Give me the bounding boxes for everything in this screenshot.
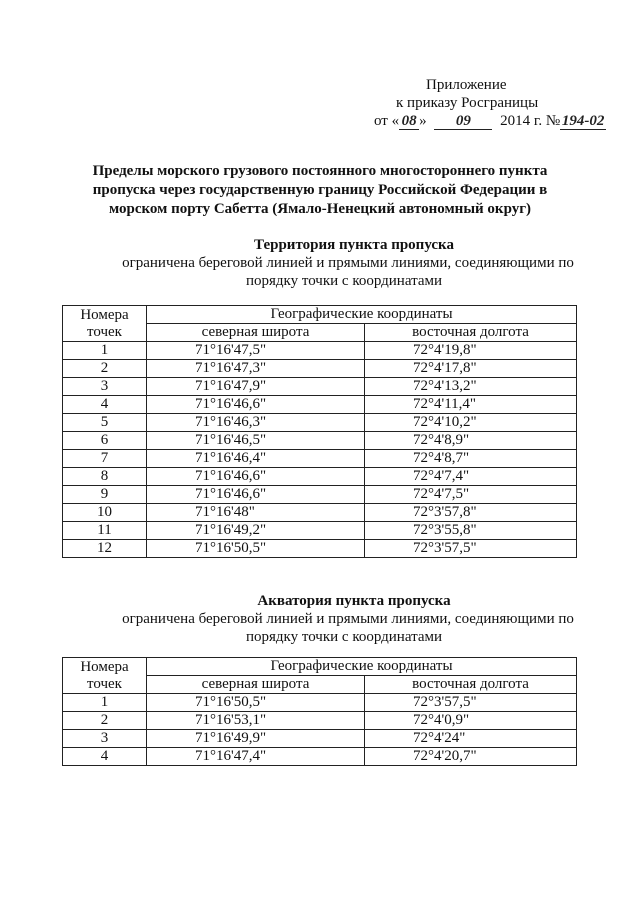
- longitude-cell: 72°4'8,9": [365, 432, 577, 450]
- table-row: [63, 396, 577, 414]
- latitude-cell: 71°16'50,5": [147, 540, 365, 558]
- col-header-points-2: точек: [87, 675, 122, 692]
- table-row: [63, 450, 577, 468]
- latitude-cell: 71°16'47,9": [147, 378, 365, 396]
- col-header-points: [63, 658, 147, 694]
- territory-desc-1: ограничена береговой линией и прямыми линиями, соединяющими по: [122, 255, 574, 271]
- latitude-cell: 71°16'48": [147, 504, 365, 522]
- latitude-cell: 71°16'50,5": [147, 694, 365, 712]
- longitude-cell: 72°4'7,5": [365, 486, 577, 504]
- longitude-cell: 72°4'24": [365, 730, 577, 748]
- aquatory-table: [62, 657, 577, 766]
- col-header-points-2: точек: [87, 323, 122, 340]
- longitude-cell: 72°4'11,4": [365, 396, 577, 414]
- longitude-cell: 72°4'7,4": [365, 468, 577, 486]
- point-number-cell: 1: [63, 342, 147, 360]
- date-prefix: от «: [374, 113, 400, 129]
- col-header-points: [63, 306, 147, 342]
- latitude-cell: 71°16'46,5": [147, 432, 365, 450]
- col-header-points-1: Номера: [80, 658, 129, 675]
- point-number-cell: 4: [63, 748, 147, 766]
- col-header-geo: Географические координаты: [147, 306, 577, 324]
- col-header-points-1: Номера: [80, 306, 129, 323]
- table-row: [63, 360, 577, 378]
- document-title-line-1: Пределы морского грузового постоянного многостороннего пункта: [92, 163, 548, 179]
- point-number-cell: 11: [63, 522, 147, 540]
- date-year: 2014 г. №: [500, 113, 561, 129]
- latitude-cell: 71°16'46,6": [147, 468, 365, 486]
- territory-desc-2: порядку точки с координатами: [245, 273, 443, 289]
- col-header-geo: Географические координаты: [147, 658, 577, 676]
- point-number-cell: 12: [63, 540, 147, 558]
- latitude-cell: 71°16'47,5": [147, 342, 365, 360]
- table-row: [63, 694, 577, 712]
- territory-table: [62, 305, 577, 558]
- table-row: [63, 378, 577, 396]
- latitude-cell: 71°16'49,2": [147, 522, 365, 540]
- longitude-cell: 72°4'20,7": [365, 748, 577, 766]
- point-number-cell: 8: [63, 468, 147, 486]
- document-title-line-3: морском порту Сабетта (Ямало-Ненецкий автономный округ): [108, 201, 532, 217]
- table-row: [63, 730, 577, 748]
- longitude-cell: 72°4'8,7": [365, 450, 577, 468]
- date-quote: »: [419, 113, 427, 129]
- table-row: [63, 504, 577, 522]
- point-number-cell: 7: [63, 450, 147, 468]
- point-number-cell: 9: [63, 486, 147, 504]
- longitude-cell: 72°4'19,8": [365, 342, 577, 360]
- latitude-cell: 71°16'46,4": [147, 450, 365, 468]
- table-header-row: [63, 306, 577, 324]
- order-number: 194-02: [561, 113, 605, 129]
- col-header-lon: восточная долгота: [365, 676, 577, 694]
- longitude-cell: 72°3'57,5": [365, 694, 577, 712]
- longitude-cell: 72°3'57,8": [365, 504, 577, 522]
- latitude-cell: 71°16'49,9": [147, 730, 365, 748]
- longitude-cell: 72°3'57,5": [365, 540, 577, 558]
- latitude-cell: 71°16'47,3": [147, 360, 365, 378]
- territory-table-body: [63, 342, 577, 558]
- longitude-cell: 72°4'10,2": [365, 414, 577, 432]
- document-title-line-2: пропуска через государственную границу Российской Федерации в: [92, 182, 548, 198]
- order-date-line: [374, 114, 606, 130]
- latitude-cell: 71°16'46,6": [147, 486, 365, 504]
- table-row: [63, 748, 577, 766]
- aquatory-desc-1: ограничена береговой линией и прямыми линиями, соединяющими по: [122, 611, 574, 627]
- table-row: [63, 486, 577, 504]
- table-row: [63, 414, 577, 432]
- col-header-lon: восточная долгота: [365, 324, 577, 342]
- point-number-cell: 3: [63, 378, 147, 396]
- point-number-cell: 10: [63, 504, 147, 522]
- latitude-cell: 71°16'47,4": [147, 748, 365, 766]
- point-number-cell: 5: [63, 414, 147, 432]
- table-row: [63, 342, 577, 360]
- date-day: 08: [399, 114, 419, 130]
- table-row: [63, 432, 577, 450]
- latitude-cell: 71°16'53,1": [147, 712, 365, 730]
- point-number-cell: 2: [63, 712, 147, 730]
- table-row: [63, 540, 577, 558]
- longitude-cell: 72°4'13,2": [365, 378, 577, 396]
- point-number-cell: 3: [63, 730, 147, 748]
- aquatory-table-body: [63, 694, 577, 766]
- longitude-cell: 72°4'17,8": [365, 360, 577, 378]
- col-header-lat: северная широта: [147, 324, 365, 342]
- point-number-cell: 2: [63, 360, 147, 378]
- point-number-cell: 1: [63, 694, 147, 712]
- aquatory-heading: Акватория пункта пропуска: [257, 593, 451, 609]
- order-reference: к приказу Росграницы: [396, 95, 539, 111]
- aquatory-desc-2: порядку точки с координатами: [245, 629, 443, 645]
- territory-heading: Территория пункта пропуска: [254, 237, 454, 253]
- date-month: 09: [434, 114, 492, 130]
- table-row: [63, 468, 577, 486]
- table-row: [63, 712, 577, 730]
- col-header-lat: северная широта: [147, 676, 365, 694]
- longitude-cell: 72°3'55,8": [365, 522, 577, 540]
- table-row: [63, 522, 577, 540]
- latitude-cell: 71°16'46,3": [147, 414, 365, 432]
- longitude-cell: 72°4'0,9": [365, 712, 577, 730]
- appendix-label: Приложение: [426, 77, 507, 93]
- table-header-row: [63, 658, 577, 676]
- point-number-cell: 4: [63, 396, 147, 414]
- latitude-cell: 71°16'46,6": [147, 396, 365, 414]
- point-number-cell: 6: [63, 432, 147, 450]
